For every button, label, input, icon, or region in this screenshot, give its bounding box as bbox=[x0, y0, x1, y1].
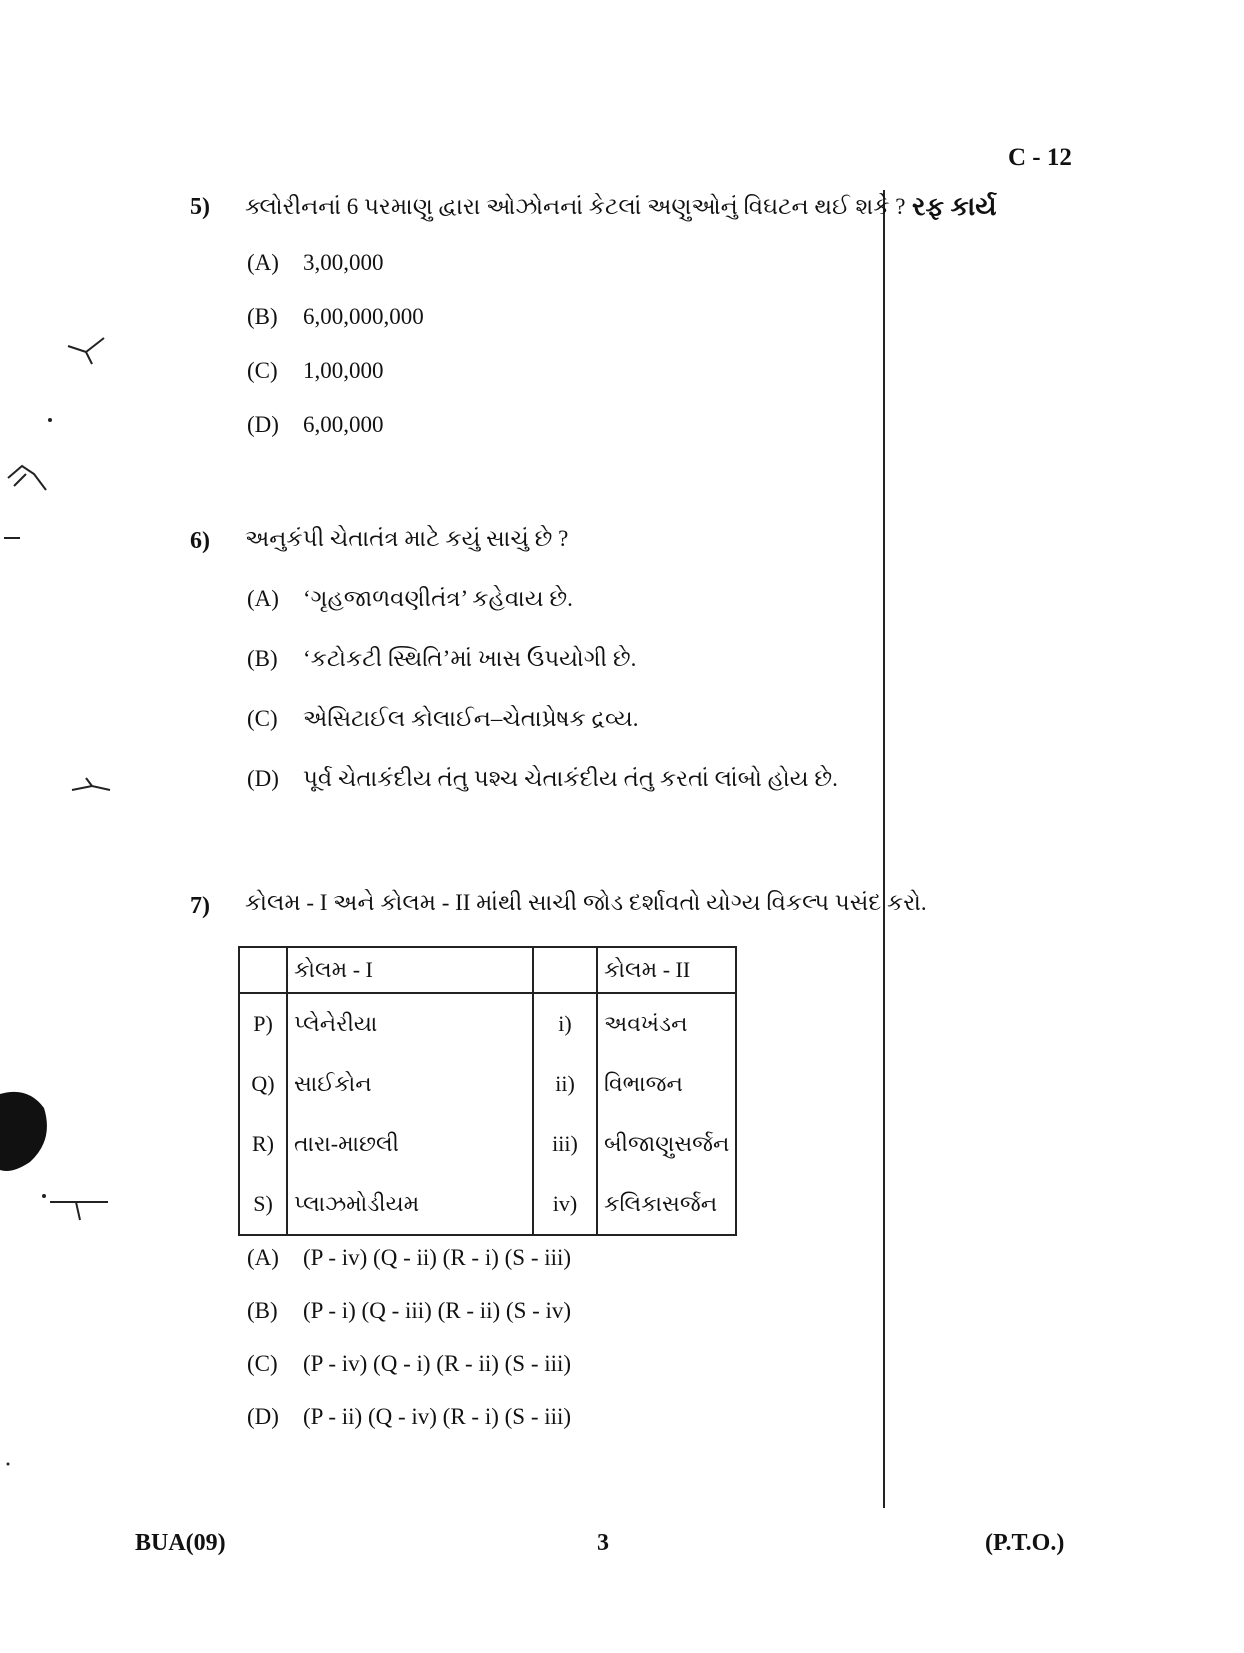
option-label: (B) bbox=[247, 646, 278, 671]
pto-label: (P.T.O.) bbox=[985, 1530, 1065, 1556]
question-7-number: 7) bbox=[190, 893, 210, 919]
option-text: (P - iv) (Q - i) (R - ii) (S - iii) bbox=[303, 1351, 572, 1376]
option-label: (C) bbox=[247, 358, 278, 383]
question-7-option-d[interactable] bbox=[247, 1404, 571, 1430]
row-key: R) bbox=[239, 1114, 287, 1174]
option-text: (P - ii) (Q - iv) (R - i) (S - iii) bbox=[303, 1404, 572, 1429]
option-label: (D) bbox=[247, 766, 279, 791]
row-method: કલિકાસર્જન bbox=[597, 1174, 736, 1235]
option-text: એસિટાઈલ કોલાઈન–ચેતાપ્રેષક દ્રવ્ય. bbox=[303, 706, 639, 731]
page-code: C - 12 bbox=[1008, 144, 1072, 171]
option-text: (P - i) (Q - iii) (R - ii) (S - iv) bbox=[303, 1298, 572, 1323]
option-text: (P - iv) (Q - ii) (R - i) (S - iii) bbox=[303, 1245, 572, 1270]
header-column-1: કોલમ - I bbox=[287, 947, 533, 993]
question-6-option-a[interactable] bbox=[247, 586, 573, 612]
question-6-option-b[interactable] bbox=[247, 646, 636, 672]
row-organism: સાઈકોન bbox=[287, 1054, 533, 1114]
row-roman: ii) bbox=[533, 1054, 597, 1114]
question-7-text: કોલમ - I અને કોલમ - II માંથી સાચી જોડ દર્શાવતો યોગ્ય વિકલ્પ પસંદ કરો. bbox=[245, 890, 927, 915]
option-text: 3,00,000 bbox=[303, 250, 384, 275]
row-organism: પ્લાઝમોડીયમ bbox=[287, 1174, 533, 1235]
option-label: (B) bbox=[247, 1298, 278, 1323]
table-row bbox=[239, 1114, 736, 1174]
option-text: ‘ગૃહજાળવણીતંત્ર’ કહેવાય છે. bbox=[303, 586, 573, 611]
question-5-number: 5) bbox=[190, 194, 210, 220]
row-roman: iv) bbox=[533, 1174, 597, 1235]
table-row bbox=[239, 1174, 736, 1235]
question-6-option-c[interactable] bbox=[247, 706, 638, 732]
header-column-2: કોલમ - II bbox=[597, 947, 736, 993]
option-label: (D) bbox=[247, 412, 279, 437]
header-cell bbox=[239, 947, 287, 993]
question-7-option-a[interactable] bbox=[247, 1245, 571, 1271]
question-6-number: 6) bbox=[190, 528, 210, 554]
rough-work-label: રફ કાર્ય bbox=[912, 192, 997, 221]
row-key: S) bbox=[239, 1174, 287, 1235]
header-cell bbox=[533, 947, 597, 993]
option-text: 1,00,000 bbox=[303, 358, 384, 383]
option-text: પૂર્વ ચેતાકંદીય તંતુ પશ્ચ ચેતાકંદીય તંતુ કરતાં લાંબો હોય છે. bbox=[303, 766, 838, 791]
question-5-option-a[interactable] bbox=[247, 250, 384, 276]
option-text: 6,00,000,000 bbox=[303, 304, 424, 329]
row-key: P) bbox=[239, 993, 287, 1054]
footer-code: BUA(09) bbox=[135, 1530, 226, 1556]
option-label: (A) bbox=[247, 586, 279, 611]
option-label: (D) bbox=[247, 1404, 279, 1429]
option-label: (C) bbox=[247, 1351, 278, 1376]
row-roman: i) bbox=[533, 993, 597, 1054]
question-7-option-b[interactable] bbox=[247, 1298, 571, 1324]
option-label: (B) bbox=[247, 304, 278, 329]
question-7-option-c[interactable] bbox=[247, 1351, 571, 1377]
table-row bbox=[239, 993, 736, 1054]
question-5-text: ક્લોરીનનાં 6 પરમાણુ દ્વારા ઓઝોનનાં કેટલાં અણુઓનું વિઘટન થઈ શકે ? bbox=[245, 194, 906, 219]
row-method: બીજાણુસર્જન bbox=[597, 1114, 736, 1174]
question-5-option-b[interactable] bbox=[247, 304, 424, 330]
table-row bbox=[239, 1054, 736, 1114]
match-table-header bbox=[239, 947, 736, 993]
rough-work-divider bbox=[883, 190, 885, 1508]
question-6-option-d[interactable] bbox=[247, 766, 838, 792]
row-method: અવખંડન bbox=[597, 993, 736, 1054]
row-organism: પ્લેનેરીયા bbox=[287, 993, 533, 1054]
question-5-option-c[interactable] bbox=[247, 358, 384, 384]
match-table bbox=[238, 946, 737, 1236]
option-label: (C) bbox=[247, 706, 278, 731]
page-number: 3 bbox=[597, 1530, 609, 1556]
row-key: Q) bbox=[239, 1054, 287, 1114]
option-text: ‘કટોકટી સ્થિતિ’માં ખાસ ઉપયોગી છે. bbox=[303, 646, 637, 671]
row-method: વિભાજન bbox=[597, 1054, 736, 1114]
option-text: 6,00,000 bbox=[303, 412, 384, 437]
row-organism: તારા-માછલી bbox=[287, 1114, 533, 1174]
row-roman: iii) bbox=[533, 1114, 597, 1174]
question-6-text: અનુકંપી ચેતાતંત્ર માટે કયું સાચું છે ? bbox=[245, 526, 569, 551]
question-5-option-d[interactable] bbox=[247, 412, 384, 438]
option-label: (A) bbox=[247, 1245, 279, 1270]
option-label: (A) bbox=[247, 250, 279, 275]
